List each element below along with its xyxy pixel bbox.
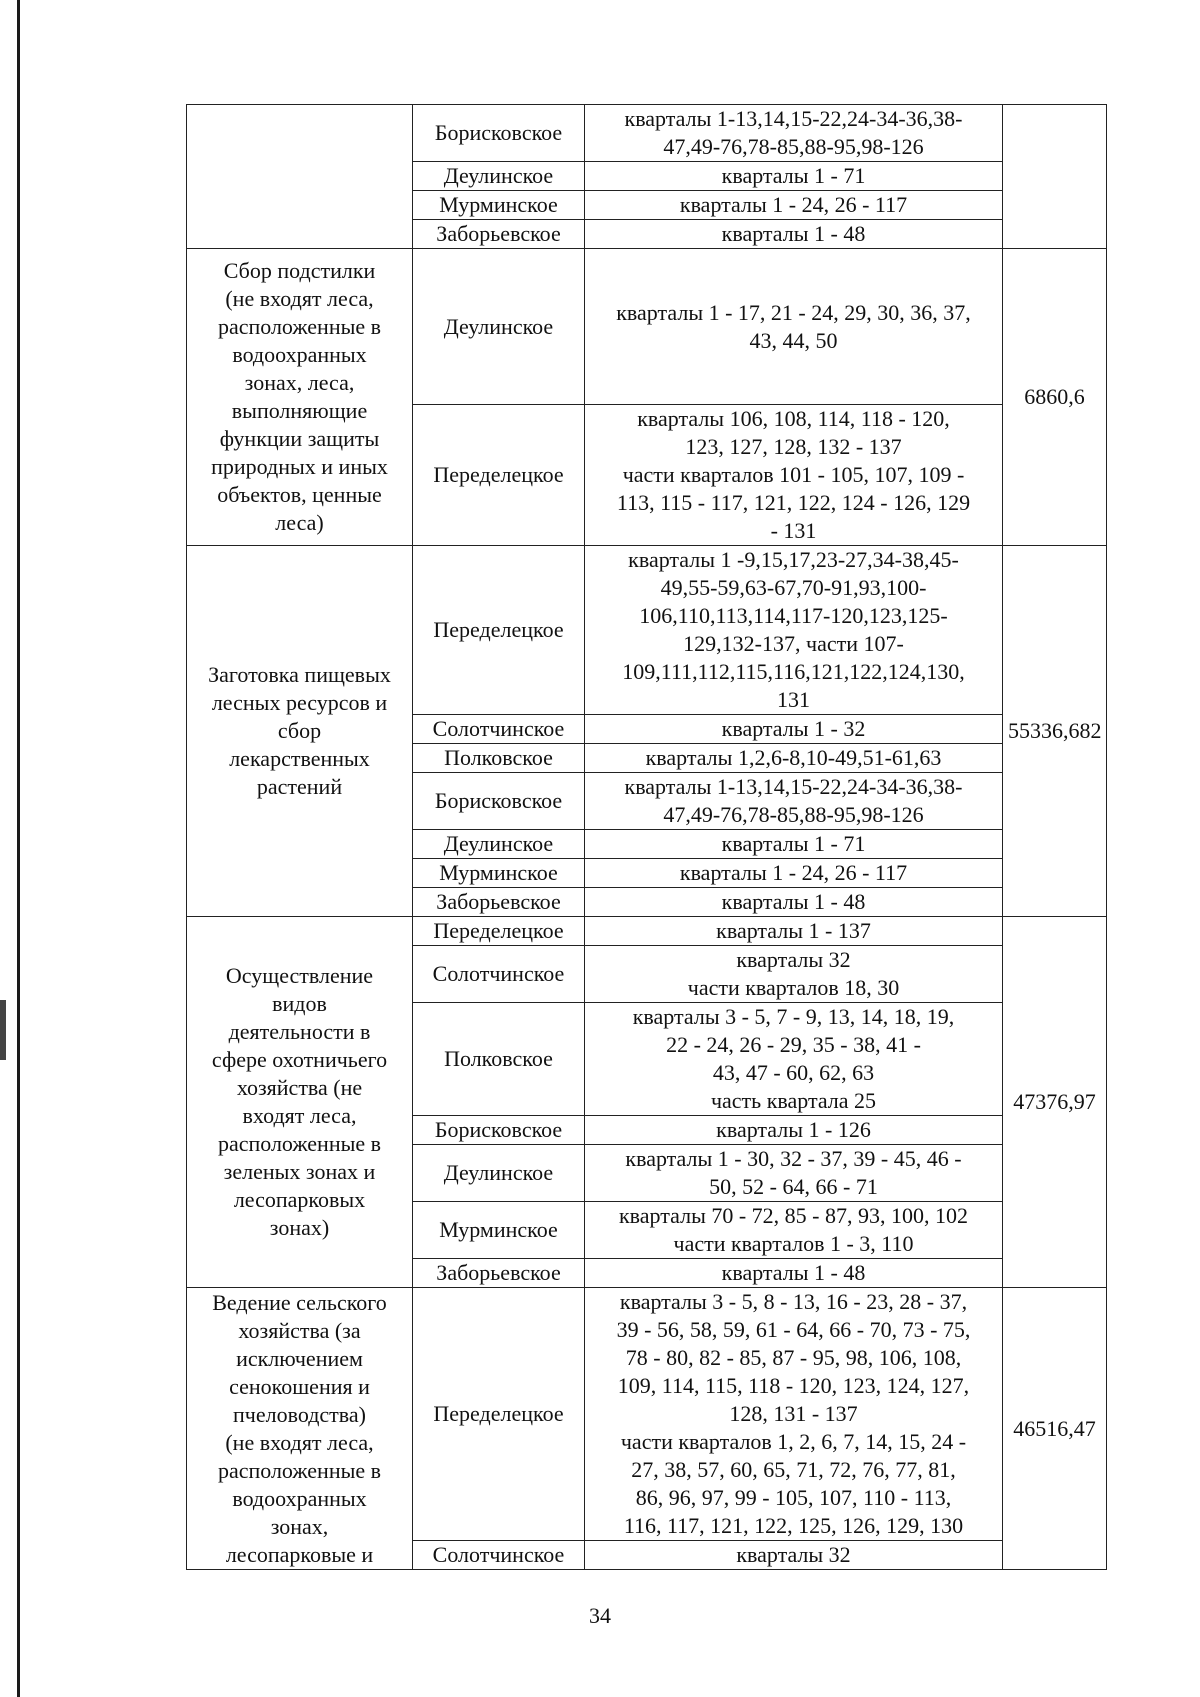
area-cell: 55336,682	[1003, 546, 1107, 917]
forestry-cell: Переделецкое	[413, 917, 585, 946]
page-number: 34	[589, 1603, 611, 1628]
forestry-cell: Переделецкое	[413, 546, 585, 715]
scan-left-edge	[17, 0, 20, 1697]
quarters-cell: кварталы 1 -9,15,17,23-27,34-38,45- 49,55-59,63-67,70-91,93,100- 106,110,113,114,117-120,123,125- 129,132-137, части 107- 109,111,112,115,116,121,122,124,130, 131	[585, 546, 1003, 715]
quarters-cell: кварталы 1 - 48	[585, 220, 1003, 249]
quarters-cell: кварталы 1 - 17, 21 - 24, 29, 30, 36, 37, 43, 44, 50	[585, 249, 1003, 405]
area-cell: 6860,6	[1003, 249, 1107, 546]
area-cell	[1003, 105, 1107, 249]
quarters-cell: кварталы 1 - 126	[585, 1116, 1003, 1145]
quarters-cell: кварталы 32	[585, 1541, 1003, 1570]
table-row	[187, 917, 1107, 946]
activity-cell: Сбор подстилки (не входят леса, расположенные в водоохранных зонах, леса, выполняющие функции защиты природных и иных объектов, ценные леса)	[187, 249, 413, 546]
quarters-cell: кварталы 70 - 72, 85 - 87, 93, 100, 102 части кварталов 1 - 3, 110	[585, 1202, 1003, 1259]
quarters-cell: кварталы 1 - 71	[585, 162, 1003, 191]
table-row	[187, 249, 1107, 405]
forestry-cell: Заборьевское	[413, 1259, 585, 1288]
forestry-cell: Борисковское	[413, 773, 585, 830]
forestry-cell: Мурминское	[413, 191, 585, 220]
area-cell: 47376,97	[1003, 917, 1107, 1288]
quarters-cell: кварталы 1 - 32	[585, 715, 1003, 744]
forestry-cell: Солотчинское	[413, 715, 585, 744]
quarters-cell: кварталы 1-13,14,15-22,24-34-36,38- 47,49-76,78-85,88-95,98-126	[585, 773, 1003, 830]
activity-cell: Ведение сельского хозяйства (за исключением сенокошения и пчеловодства) (не входят леса, расположенные в водоохранных зонах, лесопарковые и	[187, 1288, 413, 1570]
forestry-cell: Заборьевское	[413, 888, 585, 917]
forestry-cell: Борисковское	[413, 105, 585, 162]
area-cell: 46516,47	[1003, 1288, 1107, 1570]
quarters-cell: кварталы 3 - 5, 7 - 9, 13, 14, 18, 19, 22 - 24, 26 - 29, 35 - 38, 41 - 43, 47 - 60, 62, 63 часть квартала 25	[585, 1003, 1003, 1116]
quarters-cell: кварталы 1 - 48	[585, 1259, 1003, 1288]
forestry-cell: Полковское	[413, 744, 585, 773]
quarters-cell: кварталы 1 - 24, 26 - 117	[585, 859, 1003, 888]
scan-mark	[0, 1000, 6, 1060]
quarters-cell: кварталы 106, 108, 114, 118 - 120, 123, 127, 128, 132 - 137 части кварталов 101 - 105, 107, 109 - 113, 115 - 117, 121, 122, 124 - 126, 129 - 131	[585, 405, 1003, 546]
table-row	[187, 546, 1107, 715]
quarters-cell: кварталы 1-13,14,15-22,24-34-36,38- 47,49-76,78-85,88-95,98-126	[585, 105, 1003, 162]
quarters-cell: кварталы 3 - 5, 8 - 13, 16 - 23, 28 - 37, 39 - 56, 58, 59, 61 - 64, 66 - 70, 73 - 75, 78 - 80, 82 - 85, 87 - 95, 98, 106, 108, 109, 114, 115, 118 - 120, 123, 124, 127, 128, 131 - 137 части кварталов 1, 2, 6, 7, 14, 15, 24 - 27, 38, 57, 60, 65, 71, 72, 76, 77, 81, 86, 96, 97, 99 - 105, 107, 110 - 113, 116, 117, 121, 122, 125, 126, 129, 130	[585, 1288, 1003, 1541]
quarters-cell: кварталы 1 - 30, 32 - 37, 39 - 45, 46 - 50, 52 - 64, 66 - 71	[585, 1145, 1003, 1202]
activity-cell: Осуществление видов деятельности в сфере охотничьего хозяйства (не входят леса, расположенные в зеленых зонах и лесопарковых зонах)	[187, 917, 413, 1288]
table-row	[187, 105, 1107, 162]
forestry-cell: Переделецкое	[413, 1288, 585, 1541]
forestry-cell: Мурминское	[413, 1202, 585, 1259]
forestry-cell: Полковское	[413, 1003, 585, 1116]
quarters-cell: кварталы 32 части кварталов 18, 30	[585, 946, 1003, 1003]
forestry-cell: Переделецкое	[413, 405, 585, 546]
quarters-cell: кварталы 1 - 71	[585, 830, 1003, 859]
forest-use-table	[186, 104, 1107, 1570]
quarters-cell: кварталы 1 - 24, 26 - 117	[585, 191, 1003, 220]
forestry-cell: Мурминское	[413, 859, 585, 888]
forestry-cell: Деулинское	[413, 1145, 585, 1202]
forestry-cell: Борисковское	[413, 1116, 585, 1145]
quarters-cell: кварталы 1 - 137	[585, 917, 1003, 946]
activity-cell	[187, 105, 413, 249]
table-row	[187, 1288, 1107, 1541]
forestry-cell: Солотчинское	[413, 1541, 585, 1570]
quarters-cell: кварталы 1 - 48	[585, 888, 1003, 917]
forestry-cell: Солотчинское	[413, 946, 585, 1003]
forestry-cell: Деулинское	[413, 830, 585, 859]
forestry-cell: Заборьевское	[413, 220, 585, 249]
quarters-cell: кварталы 1,2,6-8,10-49,51-61,63	[585, 744, 1003, 773]
activity-cell: Заготовка пищевых лесных ресурсов и сбор лекарственных растений	[187, 546, 413, 917]
forestry-cell: Деулинское	[413, 162, 585, 191]
forestry-cell: Деулинское	[413, 249, 585, 405]
